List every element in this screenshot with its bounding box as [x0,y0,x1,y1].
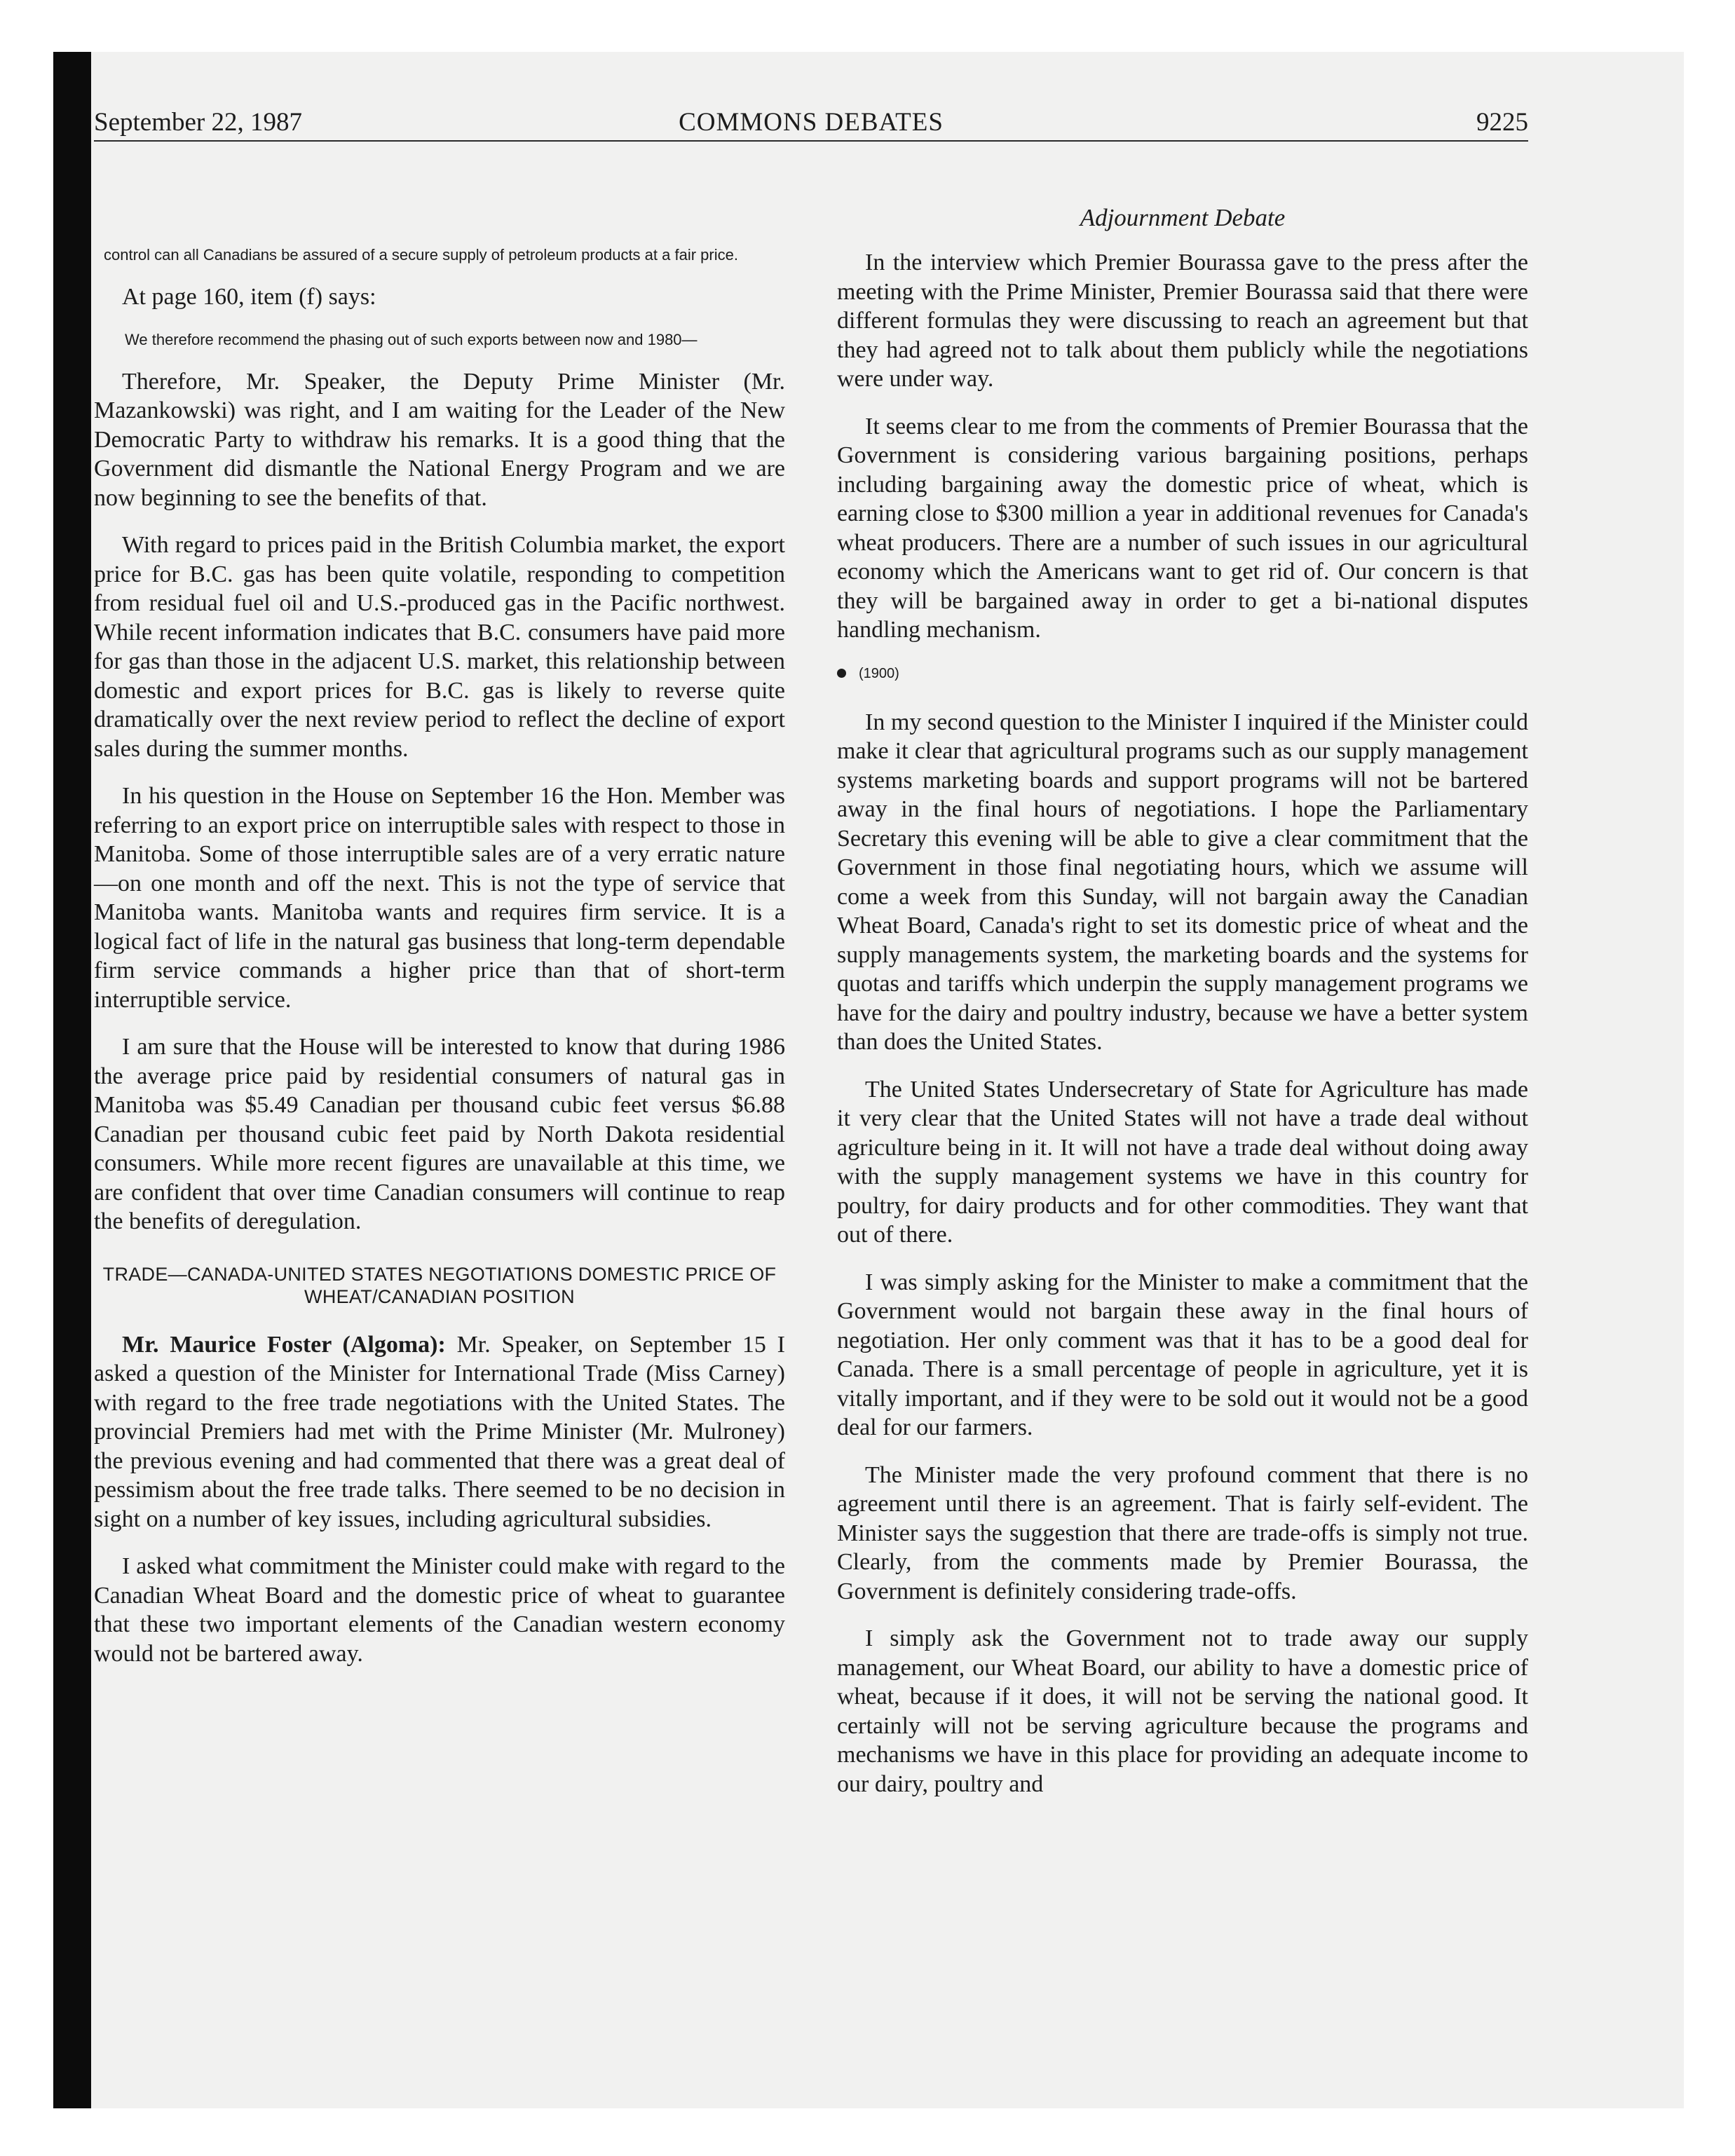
speaker-paragraph [94,1330,785,1534]
header-date: September 22, 1987 [94,108,302,137]
paragraph: The Minister made the very profound comment that there is no agreement until there is an agreement. That is fairly self-evident. The Minister says the suggestion that there are trade-offs is simply not true. Clearly, from the comments made by Premier Bourassa, the Government is definitely considering trade-offs. [837,1461,1528,1604]
speech-text: Mr. Speaker, on September 15 I asked a question of the Minister for International Trade (Miss Carney) with regard to the free trade negotiations with the United States. The provincial Premiers had met with the Prime Minister (Mr. Mulroney) the previous evening and had commented that there was a great deal of pessimism about the free trade talks. There seemed to be no decision in sight on a number of key issues, including agricultural subsidies. [94,1331,785,1532]
header-rule [94,140,1528,142]
paragraph: Therefore, Mr. Speaker, the Deputy Prime Minister (Mr. Mazankowski) was right, and I am waiting for the Leader of the New Democratic Party to withdraw his remarks. It is a good thing that the Government did dismantle the National Energy Program and we are now beginning to see the benefits of that. [94,368,785,511]
speaker-name: Mr. Maurice Foster (Algoma): [122,1331,446,1358]
right-column [837,203,1528,1817]
paragraph: In the interview which Premier Bourassa gave to the press after the meeting with the Prime Minister, Premier Bourassa said that there were different formulas they were discussing to reach an agreement but that they had agreed not to talk about them publicly while the negotiations were under way. [837,250,1528,392]
paragraph: In his question in the House on September 16 the Hon. Member was referring to an export price on interruptible sales with respect to those in Manitoba. Some of those interruptible sales are of a very erratic nature—on one month and off the next. This is not the type of service that Manitoba wants. Manitoba wants and requires firm service. It is a logical fact of life in the natural gas business that long-term dependable firm service commands a higher price than that of short-term interruptible service. [94,783,785,1013]
section-label: Adjournment Debate [1080,204,1286,231]
quotation-block: control can all Canadians be assured of a secure supply of petroleum products at a fair price. [104,246,738,264]
paragraph: With regard to prices paid in the British Columbia market, the export price for B.C. gas has been quite volatile, responding to competition from residual fuel oil and U.S.-produced gas in the Pacific northwest. While recent information indicates that B.C. consumers have paid more for gas than those in the adjacent U.S. market, this relationship between domestic and export prices for B.C. gas is likely to reverse quite dramatically over the next review period to reflect the decline of export sales during the summer months. [94,532,785,762]
page-header [94,107,1528,139]
paragraph: In my second question to the Minister I inquired if the Minister could make it clear that agricultural programs such as our supply management systems marketing boards and support programs will not be bartered away in the final hours of negotiations. I hope the Parliamentary Secretary this evening will be able to give a clear commitment that the Government in those final negotiating hours, which we assume will come a week from this Sunday, will not bargain away the Canadian Wheat Board, Canada's right to set its domestic price of wheat and the supply managements system, the marketing boards and the systems for quotas and tariffs which underpin the supply management programs we have for the dairy and poultry industry, because we have a better system than does the United States. [837,709,1528,1055]
quotation-block: We therefore recommend the phasing out of such exports between now and 1980— [125,330,698,348]
paragraph: I asked what commitment the Minister could make with regard to the Canadian Wheat Board and the domestic price of wheat to guarantee that these two important elements of the Canadian western economy would not be bartered away. [94,1553,785,1667]
header-title: COMMONS DEBATES [679,108,944,137]
debate-heading: TRADE—CANADA-UNITED STATES NEGOTIATIONS DOMESTIC PRICE OF WHEAT/CANADIAN POSITION [102,1263,777,1307]
bullet-icon [837,669,846,678]
paragraph: I am sure that the House will be interested to know that during 1986 the average price paid by residential consumers of natural gas in Manitoba was $5.49 Canadian per thousand cubic feet versus $6.88 Canadian per thousand cubic feet paid by North Dakota residential consumers. While more recent figures are unavailable at this time, we are confident that over time Canadian consumers will continue to reap the benefits of deregulation. [94,1034,785,1234]
paragraph: I was simply asking for the Minister to make a commitment that the Government would not bargain these away in the final hours of negotiation. Her only comment was that it has to be a good deal for Canada. There is a small percentage of people in agriculture, yet it is vitally important, and if they were to be sold out it would not be a good deal for our farmers. [837,1269,1528,1440]
header-page-number: 9225 [1476,108,1528,137]
time-marker-text: (1900) [859,665,899,681]
paragraph: At page 160, item (f) says: [122,284,376,310]
binding-strip [53,52,91,2108]
time-marker [837,663,1528,684]
paragraph: I simply ask the Government not to trade away our supply management, our Wheat Board, our ability to have a domestic price of wheat, because if it does, it will not be serving the national good. It certainly will not be serving agriculture because the programs and mechanisms we have in this place for providing an adequate income to our dairy, poultry and [837,1625,1528,1797]
paragraph: The United States Undersecretary of State for Agriculture has made it very clear that the United States will not have a trade deal without agriculture being in it. It will not have a trade deal without doing away with the supply management systems we have in this country for poultry, for dairy products and for other commodities. They want that out of there. [837,1076,1528,1248]
left-column [94,245,785,1686]
paragraph: It seems clear to me from the comments of Premier Bourassa that the Government is considering various bargaining positions, perhaps including bargaining away the domestic price of wheat, which is earning close to $300 million a year in additional revenues for Canada's wheat producers. There are a number of such issues in our agricultural economy which the Americans want to get rid of. Our concern is that they will be bargained away in order to get a bi-national disputes handling mechanism. [837,413,1528,643]
